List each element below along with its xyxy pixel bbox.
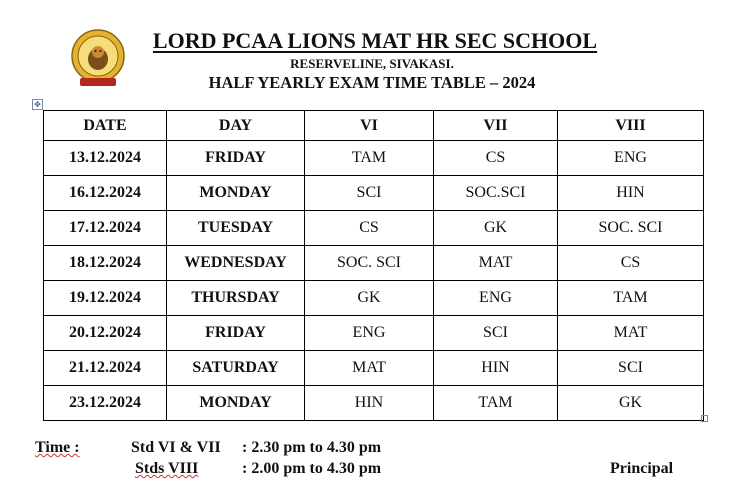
cell-viii: CS xyxy=(558,246,704,281)
cell-vii: SOC.SCI xyxy=(434,176,558,211)
table-header-row xyxy=(44,111,704,141)
std-viii-label: Stds VIII xyxy=(135,460,199,477)
table-row xyxy=(44,316,704,351)
cell-vi: MAT xyxy=(305,351,434,386)
table-row xyxy=(44,351,704,386)
cell-date: 13.12.2024 xyxy=(44,141,167,176)
move-handle-icon[interactable]: ✥ xyxy=(32,99,43,110)
cell-day: FRIDAY xyxy=(167,141,305,176)
cell-vii: HIN xyxy=(434,351,558,386)
cell-viii: HIN xyxy=(558,176,704,211)
cell-day: THURSDAY xyxy=(167,281,305,316)
school-address: RESERVELINE, SIVAKASI. xyxy=(290,56,454,71)
timetable xyxy=(43,110,704,421)
table-row xyxy=(44,246,704,281)
cell-viii: SCI xyxy=(558,351,704,386)
cell-vi: TAM xyxy=(305,141,434,176)
cell-day: MONDAY xyxy=(167,176,305,211)
cell-vi: CS xyxy=(305,211,434,246)
cell-date: 20.12.2024 xyxy=(44,316,167,351)
cell-vi: ENG xyxy=(305,316,434,351)
table-row xyxy=(44,211,704,246)
col-header-day: DAY xyxy=(167,111,305,141)
cell-date: 16.12.2024 xyxy=(44,176,167,211)
col-header-viii: VIII xyxy=(558,111,704,141)
cell-day: WEDNESDAY xyxy=(167,246,305,281)
cell-date: 21.12.2024 xyxy=(44,351,167,386)
cell-viii: TAM xyxy=(558,281,704,316)
exam-title: HALF YEARLY EXAM TIME TABLE – 2024 xyxy=(208,73,536,92)
time-label: Time : xyxy=(35,439,80,456)
cell-day: TUESDAY xyxy=(167,211,305,246)
resize-handle-icon[interactable] xyxy=(701,415,708,422)
cell-vi: SCI xyxy=(305,176,434,211)
col-header-date: DATE xyxy=(44,111,167,141)
table-row xyxy=(44,281,704,316)
cell-day: FRIDAY xyxy=(167,316,305,351)
cell-date: 19.12.2024 xyxy=(44,281,167,316)
cell-viii: SOC. SCI xyxy=(558,211,704,246)
cell-viii: GK xyxy=(558,386,704,421)
table-row xyxy=(44,386,704,421)
cell-vii: SCI xyxy=(434,316,558,351)
cell-day: MONDAY xyxy=(167,386,305,421)
table-row xyxy=(44,176,704,211)
cell-vii: ENG xyxy=(434,281,558,316)
cell-viii: MAT xyxy=(558,316,704,351)
cell-vii: CS xyxy=(434,141,558,176)
cell-date: 18.12.2024 xyxy=(44,246,167,281)
cell-vi: GK xyxy=(305,281,434,316)
cell-date: 17.12.2024 xyxy=(44,211,167,246)
col-header-vi: VI xyxy=(305,111,434,141)
cell-vii: TAM xyxy=(434,386,558,421)
std-viii-time: : 2.00 pm to 4.30 pm xyxy=(242,460,382,477)
cell-vii: GK xyxy=(434,211,558,246)
cell-vii: MAT xyxy=(434,246,558,281)
std-vi-vii-label: Std VI & VII xyxy=(131,439,221,456)
cell-viii: ENG xyxy=(558,141,704,176)
col-header-vii: VII xyxy=(434,111,558,141)
principal-signature: Principal xyxy=(610,460,674,477)
cell-vi: SOC. SCI xyxy=(305,246,434,281)
cell-day: SATURDAY xyxy=(167,351,305,386)
school-name: LORD PCAA LIONS MAT HR SEC SCHOOL xyxy=(152,28,598,53)
cell-vi: HIN xyxy=(305,386,434,421)
table-row xyxy=(44,141,704,176)
std-vi-vii-time: : 2.30 pm to 4.30 pm xyxy=(242,439,382,456)
cell-date: 23.12.2024 xyxy=(44,386,167,421)
